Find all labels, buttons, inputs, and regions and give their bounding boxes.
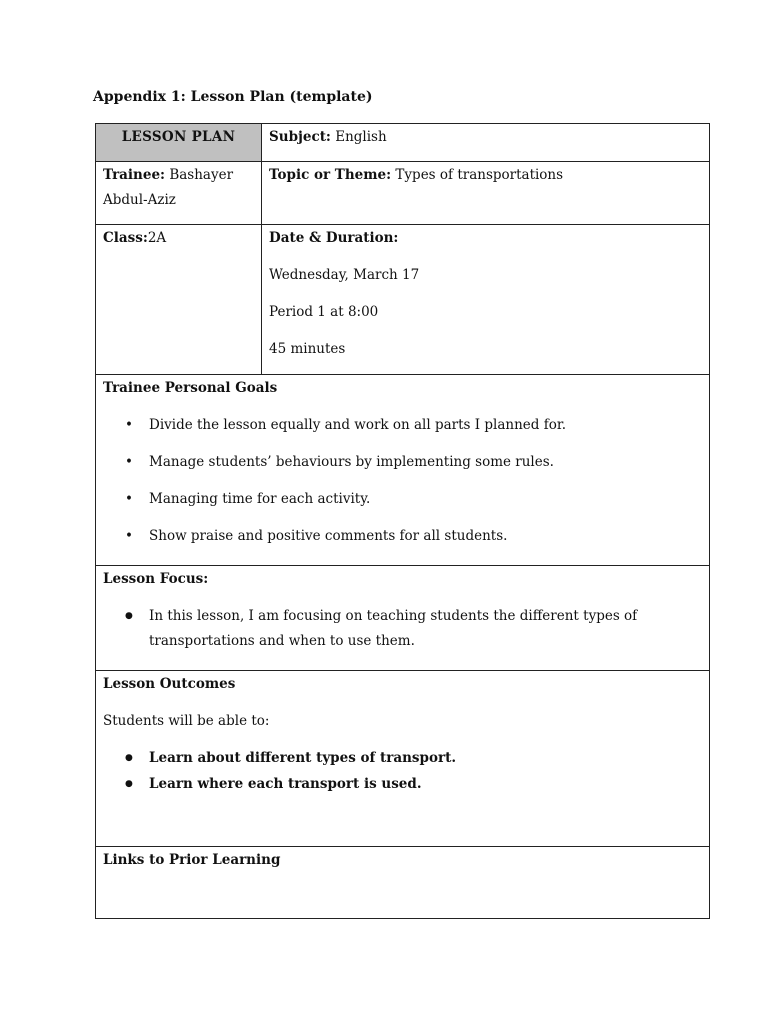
outcomes-label: Lesson Outcomes [103, 676, 236, 692]
goals-label: Trainee Personal Goals [103, 380, 278, 396]
lesson-plan-header-text: LESSON PLAN [121, 129, 236, 145]
focus-cell [96, 566, 710, 671]
list-item: • Manage students’ behaviours by implementing some rules. [103, 450, 702, 475]
topic-cell [262, 162, 710, 225]
class-value: 2A [147, 230, 167, 246]
outcomes-intro: Students will be able to: [103, 713, 270, 729]
class-label: Class: [103, 230, 148, 246]
trainee-cell [96, 162, 262, 225]
date-period: Period 1 at 8:00 [269, 304, 379, 320]
goals-row [96, 375, 710, 566]
subject-cell [262, 124, 710, 162]
subject-label: Subject: [269, 129, 331, 145]
prior-learning-label: Links to Prior Learning [103, 852, 281, 868]
date-day: Wednesday, March 17 [269, 267, 420, 283]
topic-label: Topic or Theme: [269, 167, 392, 183]
lesson-plan-table [95, 123, 710, 919]
class-date-row [96, 225, 710, 375]
document-title: Appendix 1: Lesson Plan (template) [93, 89, 373, 105]
focus-row [96, 566, 710, 671]
list-item: • Divide the lesson equally and work on all parts I planned for. [103, 413, 702, 438]
list-item: ● Learn where each transport is used. [103, 772, 702, 797]
topic-value: Types of transportations [395, 167, 564, 183]
trainee-row [96, 162, 710, 225]
focus-label: Lesson Focus: [103, 571, 209, 587]
list-item: • Show praise and positive comments for all students. [103, 524, 702, 549]
goals-list [103, 413, 702, 549]
header-row [96, 124, 710, 162]
list-item: • Managing time for each activity. [103, 487, 702, 512]
class-cell [96, 225, 262, 375]
subject-value: English [335, 129, 387, 145]
prior-learning-cell [96, 847, 710, 919]
outcomes-row [96, 671, 710, 847]
prior-learning-row [96, 847, 710, 919]
trainee-label: Trainee: [103, 167, 166, 183]
outcomes-cell [96, 671, 710, 847]
list-item: ● In this lesson, I am focusing on teaching students the different types of transportations and when to use them. [103, 604, 702, 654]
goals-cell [96, 375, 710, 566]
trainee-value: Bashayer Abdul-Aziz [103, 167, 234, 208]
focus-list [103, 604, 702, 654]
date-duration: 45 minutes [269, 341, 346, 357]
date-duration-cell [262, 225, 710, 375]
date-duration-label: Date & Duration: [269, 230, 399, 246]
outcomes-list [103, 746, 702, 797]
list-item: ● Learn about different types of transport. [103, 746, 702, 771]
lesson-plan-header [96, 124, 262, 162]
